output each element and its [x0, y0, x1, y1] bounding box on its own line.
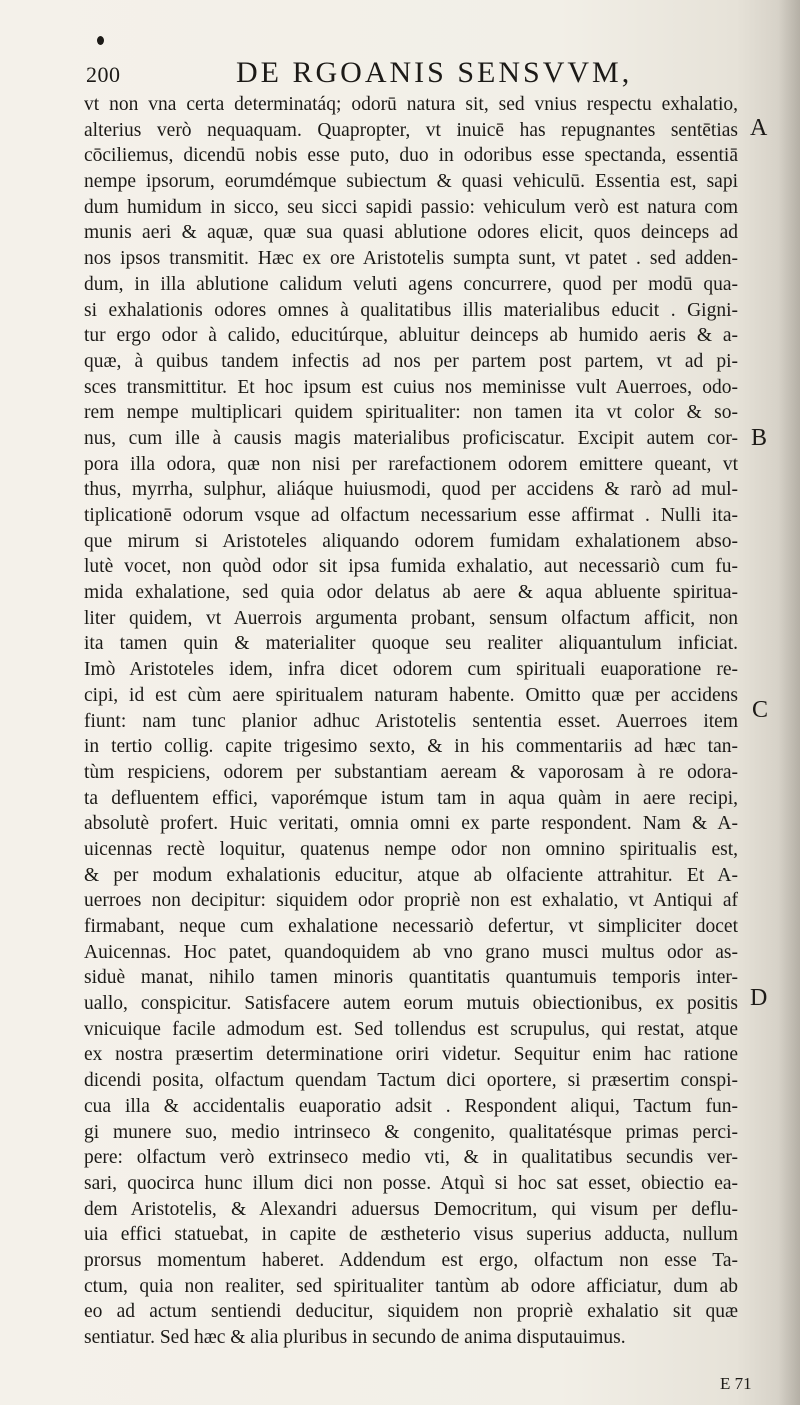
text-line: uallo, conspicitur. Satisfacere autem eorum mutuis obiectionibus, ex positis [84, 993, 738, 1015]
text-line: dum humidum in sicco, seu sicci sapidi passio: vehiculum verò est natura com [84, 196, 738, 218]
text-line: cōciliemus, dicendū nobis esse puto, duo in odoribus esse spectanda, essentiā [84, 145, 738, 167]
text-line: munis aeri & aquæ, quæ sua quasi ablutione odores elicit, quos deinceps ad [84, 222, 738, 244]
text-line: & per modum exhalationis educitur, atque ab olfaciente attrahitur. Et A- [84, 864, 738, 886]
text-line: pere: olfactum verò extrinseco medio vti, & in qualitatibus secundis ver- [84, 1147, 738, 1169]
page-edge-shadow [778, 0, 800, 1405]
text-line: ita tamen quin & materialiter quoque seu realiter aliquantulum inficiat. [84, 633, 738, 655]
text-line: firmabant, neque cum exhalatione necessariò defertur, vt simpliciter docet [84, 916, 738, 937]
text-line: siduè manat, nihilo tamen minoris quantitatis quantumuis temporis inter- [84, 967, 738, 989]
text-line: liter quidem, vt Auerrois argumenta probant, sensum olfactum afficit, non [84, 607, 738, 629]
text-line: nempe ipsorum, eorumdémque subiectum & quasi vehiculū. Essentia est, sapi [84, 171, 738, 193]
text-line: ta defluentem effici, vaporémque istum tam in aqua quàm in aere recipi, [84, 787, 738, 809]
margin-letter-a: A [750, 115, 768, 141]
text-line: dicendi posita, olfactum quendam Tactum dici oportere, si præsertim conspi- [84, 1070, 738, 1092]
text-line: uia effici statuebat, in capite de æstheterio visus superius adducta, nullum [84, 1224, 738, 1246]
text-line: sces transmittitur. Et hoc ipsum est cuius nos meminisse vult Auerroes, odo- [84, 376, 738, 398]
text-line: que mirum si Aristoteles aliquando odorem fumidam exhalationem abso- [84, 530, 738, 552]
text-line: Imò Aristoteles idem, infra dicet odorem cum spirituali euaporatione re- [84, 659, 738, 681]
text-line: gi munere suo, medio intrinseco & congenito, qualitatésque primas perci- [84, 1121, 738, 1143]
text-line: dem Aristotelis, & Alexandri aduersus Democritum, qui visum per deflu- [84, 1198, 738, 1220]
text-line: fiunt: nam tunc planior adhuc Aristotelis sententia esset. Auerroes item [84, 710, 738, 732]
body-text [84, 92, 738, 1351]
catchword: E 71 [720, 1374, 752, 1393]
text-line: mida exhalatione, sed quia odor delatus ab aere & aqua abluente spiritua- [84, 582, 738, 604]
text-line: quæ, à quibus tandem infectis ad nos per partem post partem, vt ad pi- [84, 350, 738, 372]
text-line: nos ipsos transmitit. Hæc ex ore Aristotelis sumpta sunt, vt patet . sed adden- [84, 248, 738, 270]
text-line: cipi, id est cùm aere spiritualem naturam habente. Omitto quæ per accidens [84, 684, 738, 706]
text-line: lutè vocet, non quòd odor sit ipsa fumida exhalatio, aut necessariò cum fu- [84, 556, 738, 578]
text-line: ex nostra præsertim determinatione oriri videtur. Sequitur enim hac ratione [84, 1044, 738, 1066]
text-line: absolutè profert. Huic veritati, omnia omni ex parte respondent. Nam & A- [84, 813, 738, 835]
margin-letter-d: D [750, 985, 768, 1011]
text-line: si exhalationis odores omnes à qualitatibus illis materialibus educit . Gigni- [84, 299, 738, 321]
text-line: uerroes non decipitur: siquidem odor propriè non est exhalatio, vt Antiqui af [84, 890, 738, 912]
text-line: Auicennas. Hoc patet, quandoquidem ab vno grano musci multus odor as- [84, 941, 738, 963]
text-line: nus, cum ille à causis magis materialibus proficiscatur. Excipit autem cor- [84, 427, 738, 449]
text-line: eo ad actum sentiendi deducitur, siquidem non propriè exhalatio sit quæ [84, 1301, 738, 1323]
ink-dot-mark [97, 36, 104, 45]
text-line: tur ergo odor à calido, educitúrque, abluitur deinceps ab humido aeris & a- [84, 325, 738, 347]
text-line: sentiatur. Sed hæc & alia pluribus in secundo de anima disputauimus. [84, 1327, 626, 1348]
text-line: vt non vna certa determinatáq; odorū natura sit, sed vnius respectu exhalatio, [84, 94, 738, 115]
text-line: uicennas rectè loquitur, quatenus nempe odor non omnino spiritualis est, [84, 838, 738, 860]
text-line: ctum, quia non realiter, sed spiritualiter tantùm ab odore afficiatur, dum ab [84, 1275, 738, 1297]
page-number: 200 [86, 62, 121, 87]
text-line: tiplicationē odorum vsque ad olfactum necessarium esse affirmat . Nulli ita- [84, 505, 738, 526]
running-head: DE RGOANIS SENSVVM, [236, 56, 633, 89]
text-line: prorsus momentum haberet. Addendum est ergo, olfactum non esse Ta- [84, 1249, 738, 1271]
text-line: sari, quocirca hunc illum dici non posse. Atquì si hoc sat esset, obiectio ea- [84, 1172, 738, 1194]
text-line: in tertio collig. capite trigesimo sexto, & in his commentariis ad hæc tan- [84, 736, 738, 758]
page-header [86, 54, 726, 90]
text-line: rem nempe multiplicari quidem spiritualiter: non tamen ita vt color & so- [84, 402, 738, 424]
text-line: pora illa odora, quæ non nisi per rarefactionem odorem emittere queant, vt [84, 453, 738, 475]
text-line: thus, myrrha, sulphur, aliáque huiusmodi, quod per accidens & rarò ad mul- [84, 479, 738, 501]
text-line: alterius verò nequaquam. Quapropter, vt inuicē has repugnantes sentētias [84, 119, 738, 141]
margin-letter-c: C [752, 697, 769, 723]
text-line: tùm respiciens, odorem per substantiam aeream & vaporosam à re odora- [84, 761, 738, 783]
text-line: dum, in illa ablutione calidum veluti agens concurrere, quod per modū qua- [84, 273, 738, 295]
margin-letter-b: B [751, 425, 768, 451]
text-line: vnicuique facile admodum est. Sed tollendus est scrupulus, qui restat, atque [84, 1018, 738, 1040]
text-line: cua illa & accidentalis euaporatio adsit . Respondent aliqui, Tactum fun- [84, 1095, 738, 1117]
